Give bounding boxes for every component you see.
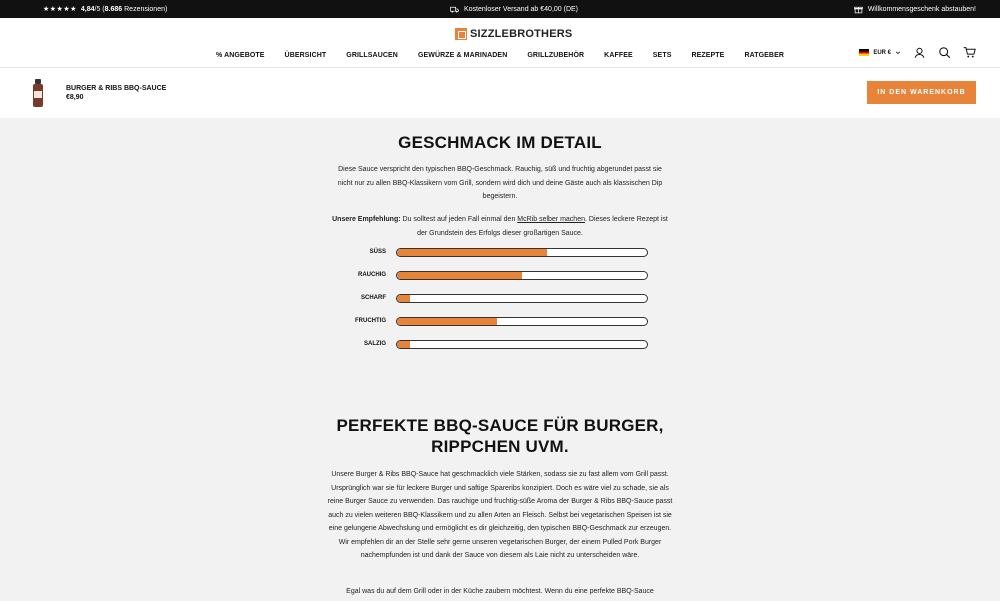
site-logo[interactable] xyxy=(455,28,572,40)
currency-label: EUR € xyxy=(873,49,891,56)
recommendation-text xyxy=(330,213,670,240)
taste-bar xyxy=(396,271,648,280)
nav-item-grillsaucen[interactable]: GRILLSAUCEN xyxy=(346,52,398,59)
taste-row-salzig xyxy=(330,340,670,350)
nav-item-gewuerze[interactable]: GEWÜRZE & MARINADEN xyxy=(417,52,508,59)
add-to-cart-button[interactable]: IN DEN WARENKORB xyxy=(867,81,976,104)
usage-description-continued: Egal was du auf dem Grill oder in der Küche zaubern möchtest. Wenn du eine perfekte BBQ-Sauce xyxy=(346,588,654,595)
taste-label: FRUCHTIG xyxy=(355,318,386,324)
search-icon[interactable] xyxy=(938,46,951,59)
product-price: €8,90 xyxy=(66,94,84,101)
nav-item-rezepte[interactable]: REZEPTE xyxy=(691,52,725,59)
rating-text xyxy=(81,6,167,13)
rating-value: 4,84 xyxy=(80,5,95,13)
taste-bar-fill xyxy=(397,318,497,325)
taste-label: SCHARF xyxy=(361,295,386,301)
recommendation-before: Du solltest auf jeden Fall einmal den xyxy=(400,216,518,223)
rating-summary[interactable] xyxy=(43,5,167,13)
taste-bar xyxy=(396,340,648,349)
usage-title-line1: PERFEKTE BBQ-SAUCE FÜR BURGER, xyxy=(336,416,664,435)
nav-item-ratgeber[interactable]: RATGEBER xyxy=(744,52,785,59)
taste-label: SALZIG xyxy=(364,341,386,347)
nav-item-uebersicht[interactable]: ÜBERSICHT xyxy=(284,52,327,59)
rating-suffix: /5 ( xyxy=(94,5,105,13)
nav-item-sets[interactable]: SETS xyxy=(652,52,672,59)
sticky-product-bar xyxy=(0,68,1000,118)
main-nav xyxy=(0,49,1000,59)
taste-bar-fill xyxy=(397,341,410,348)
product-name: BURGER & RIBS BBQ-SAUCE xyxy=(66,85,167,92)
recommendation-after: . Dieses leckere Rezept ist der Grundstein des Erfolgs dieser großartigen Sauce. xyxy=(417,216,668,237)
gift-text: Willkommensgeschenk abstauben! xyxy=(867,5,976,13)
usage-section-title xyxy=(0,415,1000,457)
taste-row-scharf xyxy=(330,294,670,304)
shipping-notice xyxy=(450,0,578,18)
taste-bar-fill xyxy=(397,272,522,279)
product-thumbnail xyxy=(33,79,43,107)
rating-stars: ★★★★★ xyxy=(43,6,77,13)
taste-label: SÜSS xyxy=(369,249,386,255)
cart-icon[interactable] xyxy=(963,46,976,59)
usage-description: Unsere Burger & Ribs BBQ-Sauce hat geschmacklich viele Stärken, sodass sie zu fast allem vom Grill passt. Ursprünglich war sie für leckere Burger und saftige Spareribs konzipiert. Doch es wäre viel zu schade, sie als reine Burger Sauce zu verwenden. Das rauchige und fruchtig-süße Aroma der Burger & Ribs BBQ-Sauce passt auch zu vielen weiteren BBQ-Klassikern und zu allen Arten an Fleisch. Selbst bei vegetarischen Speisen ist sie eine gelungene Abwechslung und ermöglicht es dir gleichzeitig, den typischen BBQ-Geschmack zur erzeugen. Wir empfehlen dir an der Stelle sehr gerne unseren vegetarischen Burger, der einem Pulled Pork Burger nachempfunden ist und dank der Sauce von diesem als Laie nicht zu unterscheiden wäre. xyxy=(327,471,673,559)
taste-row-suess xyxy=(330,248,670,258)
taste-row-fruchtig xyxy=(330,317,670,327)
nav-item-kaffee[interactable]: KAFFEE xyxy=(604,52,633,59)
review-label: Rezensionen) xyxy=(122,5,168,13)
taste-bar xyxy=(396,294,648,303)
nav-item-angebote[interactable]: % ANGEBOTE xyxy=(215,52,265,59)
taste-bar-fill xyxy=(397,249,547,256)
taste-bar-fill xyxy=(397,295,410,302)
logo-text: SIZZLEBROTHERS xyxy=(470,28,573,40)
gift-icon xyxy=(854,5,863,14)
taste-row-rauchig xyxy=(330,271,670,281)
taste-label: RAUCHIG xyxy=(358,272,386,278)
germany-flag-icon xyxy=(859,49,869,56)
taste-bar xyxy=(396,248,648,257)
mcrib-recipe-link[interactable]: McRib selber machen xyxy=(517,216,585,223)
taste-description: Diese Sauce verspricht den typischen BBQ-Geschmack. Rauchig, süß und fruchtig abgerundet passt sie nicht nur zu allen BBQ-Klassikern vom Grill, sondern wird dich und deine Gäste auch als klassischen Dip begeistern. xyxy=(337,166,663,200)
announcement-bar xyxy=(0,0,1000,18)
currency-selector[interactable] xyxy=(859,49,901,56)
account-icon[interactable] xyxy=(913,46,926,59)
truck-icon xyxy=(450,5,459,14)
logo-mark xyxy=(455,28,467,40)
header-actions xyxy=(859,46,976,59)
recommendation-label: Unsere Empfehlung: xyxy=(332,216,401,223)
nav-item-grillzubehoer[interactable]: GRILLZUBEHÖR xyxy=(527,52,585,59)
gift-promo[interactable] xyxy=(854,5,976,14)
shipping-text: Kostenloser Versand ab €40,00 (DE) xyxy=(464,5,579,13)
site-header xyxy=(0,18,1000,68)
review-count: 8.686 xyxy=(104,5,123,13)
taste-bar xyxy=(396,317,648,326)
chevron-down-icon xyxy=(895,50,901,56)
taste-section-title: GESCHMACK IM DETAIL xyxy=(398,133,602,152)
usage-title-line2: RIPPCHEN UVM. xyxy=(431,437,569,456)
